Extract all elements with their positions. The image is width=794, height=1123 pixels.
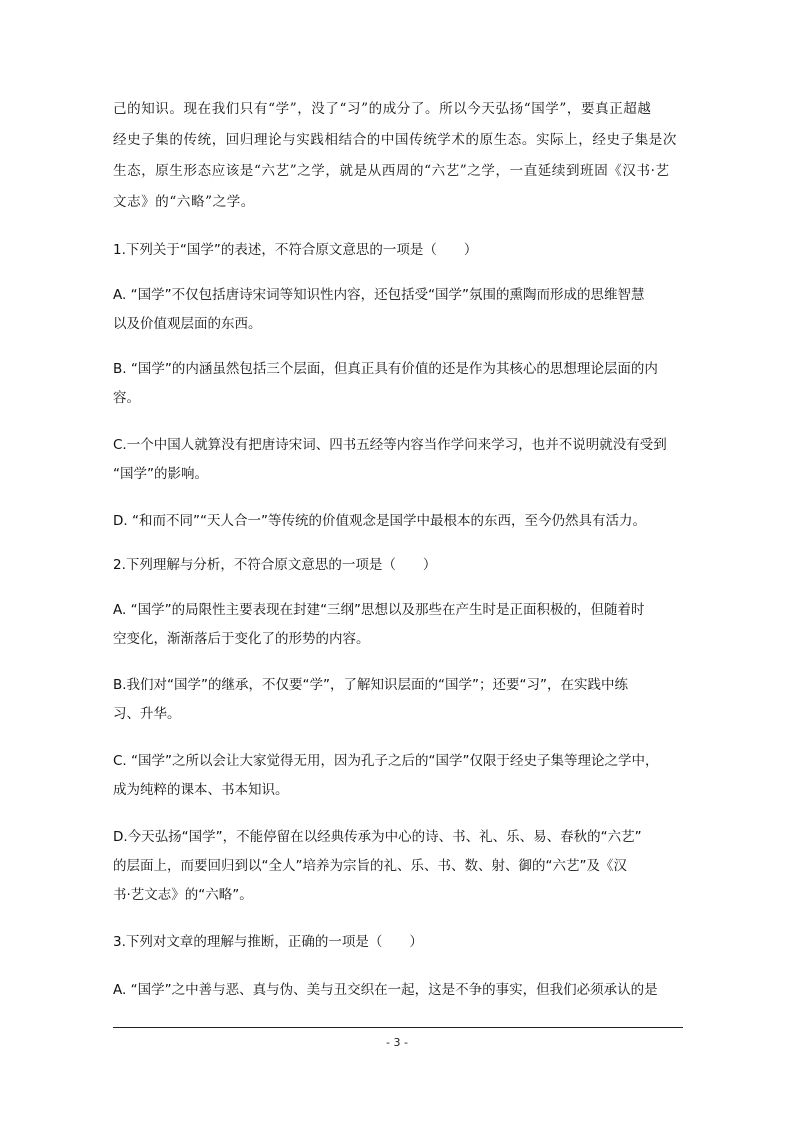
question-1-option-b xyxy=(113,355,683,413)
option-line: A. “国学”不仅包括唐诗宋词等知识性内容，还包括受“国学”氛围的熏陶而形成的思维智慧 xyxy=(113,287,645,303)
option-line: A. “国学”的局限性主要表现在封建“三纲”思想以及那些在产生时是正面积极的，但随着时 xyxy=(113,602,645,618)
question-1-option-a xyxy=(113,281,683,339)
option-line: “国学”的影响。 xyxy=(113,466,208,482)
option-line: 容。 xyxy=(113,390,140,406)
question-1 xyxy=(113,236,683,265)
option-line: C.一个中国人就算没有把唐诗宋词、四书五经等内容当作学问来学习，也并不说明就没有受到 xyxy=(113,437,667,453)
question-2-option-a xyxy=(113,596,683,654)
passage-text xyxy=(113,94,683,218)
question-1-option-d xyxy=(113,507,683,536)
option-line: 的层面上，而要回归到以“全人”培养为宗旨的礼、乐、书、数、射、御的“六艺”及《汉 xyxy=(113,858,627,874)
question-3-option-a xyxy=(113,976,683,1005)
passage-line: 文志》的“六略”之学。 xyxy=(113,194,255,210)
option-line: A. “国学”之中善与恶、真与伪、美与丑交织在一起，这是不争的事实，但我们必须承认的是 xyxy=(113,982,658,998)
option-line: 空变化，渐渐落后于变化了的形势的内容。 xyxy=(113,631,370,647)
option-line: D.今天弘扬“国学”，不能停留在以经典传承为中心的诗、书、礼、乐、易、春秋的“六艺” xyxy=(113,829,642,845)
option-line: 习、升华。 xyxy=(113,706,181,722)
page-number: - 3 - xyxy=(386,1036,408,1049)
footer-divider xyxy=(113,1027,683,1028)
question-stem: 2.下列理解与分析，不符合原文意思的一项是（ ） xyxy=(113,557,437,573)
option-line: C. “国学”之所以会让大家觉得无用，因为孔子之后的“国学”仅限于经史子集等理论之学中， xyxy=(113,753,659,769)
option-line: B.我们对“国学”的继承，不仅要“学”，了解知识层面的“国学”；还要“习”，在实践中练 xyxy=(113,677,629,693)
option-line: 成为纯粹的课本、书本知识。 xyxy=(113,782,289,798)
option-line: D. “和而不同”“天人合一”等传统的价值观念是国学中最根本的东西，至今仍然具有活力。 xyxy=(113,513,646,529)
question-stem: 3.下列对文章的理解与推断，正确的一项是（ ） xyxy=(113,934,423,950)
option-line: 以及价值观层面的东西。 xyxy=(113,316,262,332)
option-line: B. “国学”的内涵虽然包括三个层面，但真正具有价值的还是作为其核心的思想理论层面的内 xyxy=(113,361,658,377)
question-2-option-d xyxy=(113,823,683,910)
question-stem: 1.下列关于“国学”的表述，不符合原文意思的一项是（ ） xyxy=(113,242,478,258)
passage-line: 己的知识。现在我们只有“学”，没了“习”的成分了。所以今天弘扬“国学”，要真正超越 xyxy=(113,101,652,117)
question-2 xyxy=(113,551,683,580)
question-3 xyxy=(113,928,683,957)
option-line: 书·艺文志》的“六略”。 xyxy=(113,887,253,903)
question-1-option-c xyxy=(113,431,683,489)
question-2-option-c xyxy=(113,747,683,805)
passage-line: 生态，原生形态应该是“六艺”之学，就是从西周的“六艺”之学，一直延续到班固《汉书·艺 xyxy=(113,163,670,179)
passage-line: 经史子集的传统，回归理论与实践相结合的中国传统学术的原生态。实际上，经史子集是次 xyxy=(113,132,677,148)
question-2-option-b xyxy=(113,671,683,729)
